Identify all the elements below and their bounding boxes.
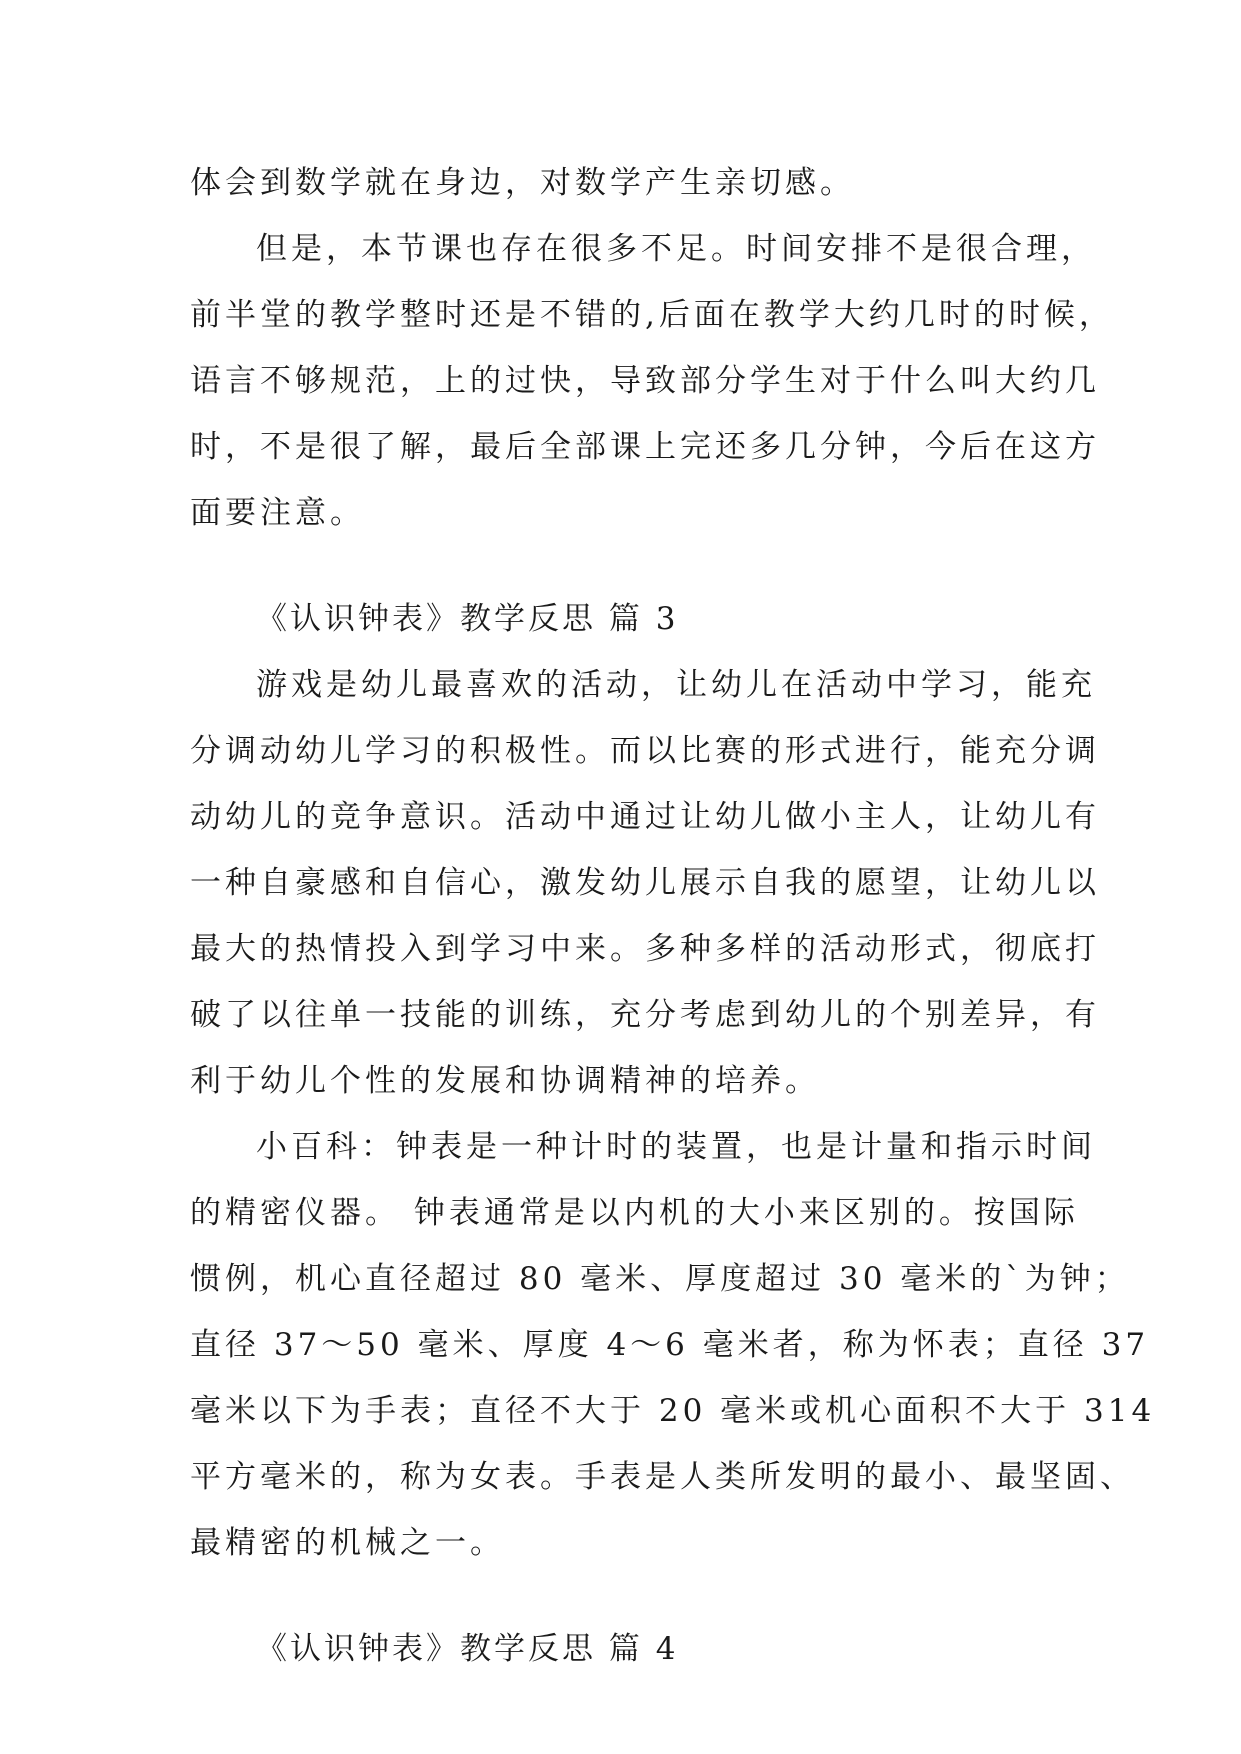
paragraph-line: 语言不够规范，上的过快，导致部分学生对于什么叫大约几: [190, 363, 1100, 399]
paragraph-line: 时，不是很了解，最后全部课上完还多几分钟，今后在这方: [190, 429, 1100, 465]
paragraph-line: 一种自豪感和自信心，激发幼儿展示自我的愿望，让幼儿以: [190, 865, 1100, 901]
paragraph-line: 分调动幼儿学习的积极性。而以比赛的形式进行，能充分调: [190, 733, 1100, 769]
paragraph-line: 直径 37～50 毫米、厚度 4～6 毫米者，称为怀表；直径 37: [190, 1327, 1150, 1363]
section-heading: 《认识钟表》教学反思 篇 3: [256, 601, 679, 637]
section-heading: 《认识钟表》教学反思 篇 4: [256, 1631, 679, 1667]
paragraph-line: 体会到数学就在身边，对数学产生亲切感。: [190, 165, 855, 201]
paragraph-line: 最大的热情投入到学习中来。多种多样的活动形式，彻底打: [190, 931, 1100, 967]
paragraph-line: 惯例，机心直径超过 80 毫米、厚度超过 30 毫米的`为钟；: [190, 1261, 1130, 1297]
paragraph-line: 利于幼儿个性的发展和协调精神的培养。: [190, 1063, 820, 1099]
paragraph-line: 毫米以下为手表；直径不大于 20 毫米或机心面积不大于 314: [190, 1393, 1156, 1429]
paragraph-line: 但是，本节课也存在很多不足。时间安排不是很合理，: [256, 231, 1096, 267]
paragraph-line: 平方毫米的，称为女表。手表是人类所发明的最小、最坚固、: [190, 1459, 1135, 1495]
paragraph-line: 动幼儿的竞争意识。活动中通过让幼儿做小主人，让幼儿有: [190, 799, 1100, 835]
paragraph-line: 面要注意。: [190, 495, 365, 531]
paragraph-line: 破了以往单一技能的训练，充分考虑到幼儿的个别差异，有: [190, 997, 1100, 1033]
paragraph-line: 小百科：钟表是一种计时的装置，也是计量和指示时间: [256, 1129, 1096, 1165]
paragraph-line: 最精密的机械之一。: [190, 1525, 505, 1561]
paragraph-line: 游戏是幼儿最喜欢的活动，让幼儿在活动中学习，能充: [256, 667, 1096, 703]
paragraph-line: 前半堂的教学整时还是不错的,后面在教学大约几时的时候，: [190, 297, 1114, 333]
paragraph-line: 的精密仪器。 钟表通常是以内机的大小来区别的。按国际: [190, 1195, 1079, 1231]
